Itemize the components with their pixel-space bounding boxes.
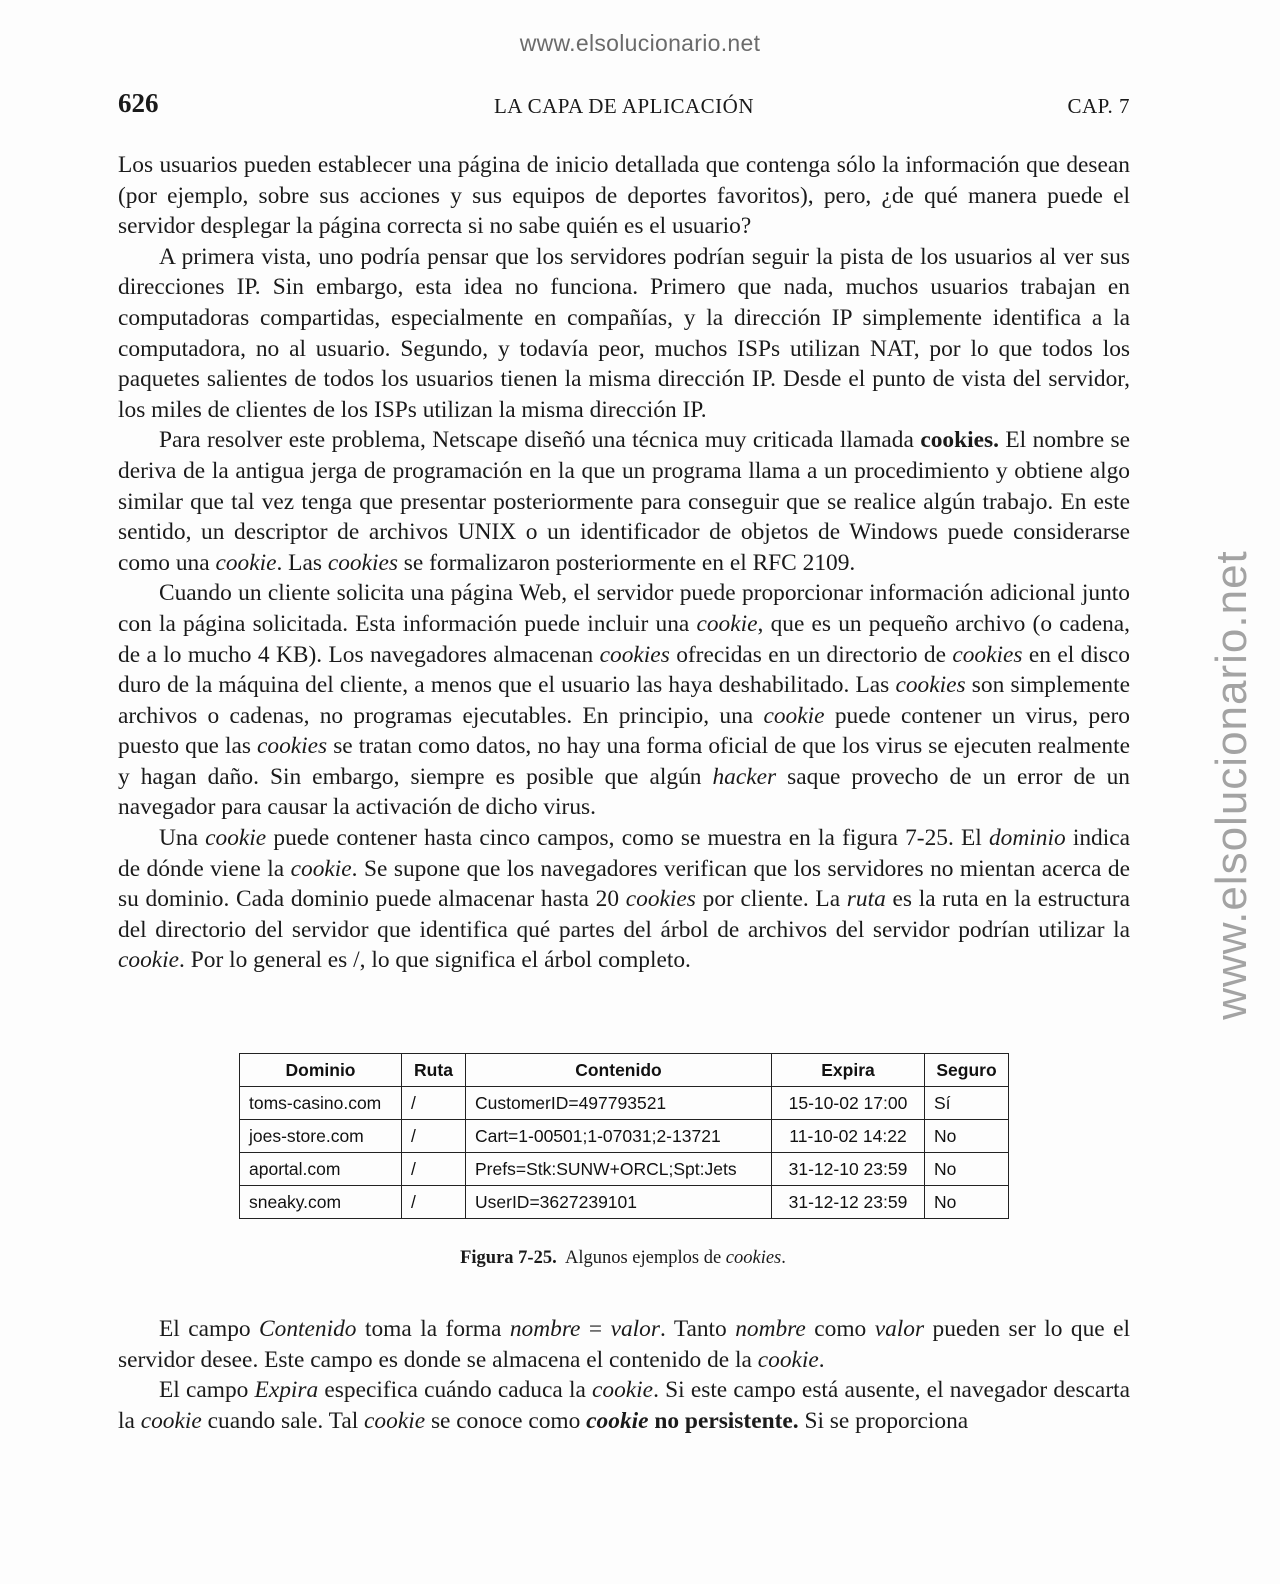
- body-text-lower: [118, 1314, 1130, 1436]
- table-row: [240, 1087, 1009, 1120]
- cell-contenido: Prefs=Stk:SUNW+ORCL;Spt:Jets: [466, 1153, 772, 1186]
- watermark-side: www.elsolucionario.net: [1207, 550, 1256, 1020]
- body-text-upper: [118, 150, 1130, 976]
- table-row: [240, 1120, 1009, 1153]
- cell-ruta: /: [402, 1120, 466, 1153]
- column-header-ruta: Ruta: [402, 1054, 466, 1087]
- cell-dominio: sneaky.com: [240, 1186, 402, 1219]
- paragraph-2: A primera vista, uno podría pensar que los servidores podrían seguir la pista de los usuarios al ver sus direcciones IP. Sin embargo, esta idea no funciona. Primero que nada, muchos usuarios trabajan en computadoras compartidas, especialmente en compañías, y la dirección IP simplemente identifica a la computadora, no al usuario. Segundo, y todavía peor, muchos ISPs utilizan NAT, por lo que todos los paquetes salientes de todos los usuarios tienen la misma dirección IP. Desde el punto de vista del servidor, los miles de clientes de los ISPs utilizan la misma dirección IP.: [118, 243, 1130, 423]
- running-header: [118, 88, 1130, 122]
- table-row: [240, 1153, 1009, 1186]
- paragraph-7: El campo Expira especifica cuándo caduca la cookie. Si este campo está ausente, el navegador descarta la cookie cuando sale. Tal cookie se conoce como cookie no persistente. Si se proporciona: [118, 1377, 1130, 1434]
- cell-dominio: toms-casino.com: [240, 1087, 402, 1120]
- paragraph-1: Los usuarios pueden establecer una página de inicio detallada que contenga sólo la información que desean (por ejemplo, sobre sus acciones y sus equipos de deportes favoritos), pero, ¿de qué manera puede el servidor desplegar la página correcta si no sabe quién es el usuario?: [118, 152, 1130, 240]
- table-row: [240, 1186, 1009, 1219]
- figure-caption: Figura 7-25. Algunos ejemplos de cookies.: [460, 1248, 786, 1268]
- paragraph-4: Cuando un cliente solicita una página Web, el servidor puede proporcionar información adicional junto con la página solicitada. Esta información puede incluir una cookie, que es un pequeño archivo (o cadena, de a lo mucho 4 KB). Los navegadores almacenan cookies ofrecidas en un directorio de cookies en el disco duro de la máquina del cliente, a menos que el usuario las haya deshabilitado. Las cookies son simplemente archivos o cadenas, no programas ejecutables. En principio, una cookie puede contener un virus, pero puesto que las cookies se tratan como datos, no hay una forma oficial de que los virus se ejecuten realmente y hagan daño. Sin embargo, siempre es posible que algún hacker saque provecho de un error de un navegador para causar la activación de dicho virus.: [118, 580, 1130, 821]
- cell-expira: 31-12-10 23:59: [772, 1153, 925, 1186]
- column-header-seguro: Seguro: [925, 1054, 1009, 1087]
- cell-seguro: No: [925, 1120, 1009, 1153]
- cell-seguro: No: [925, 1186, 1009, 1219]
- paragraph-6: El campo Contenido toma la forma nombre = valor. Tanto nombre como valor pueden ser lo que el servidor desee. Este campo es donde se almacena el contenido de la cookie.: [118, 1316, 1130, 1373]
- paragraph-5: Una cookie puede contener hasta cinco campos, como se muestra en la figura 7-25. El dominio indica de dónde viene la cookie. Se supone que los navegadores verifican que los servidores no mientan acerca de su dominio. Cada dominio puede almacenar hasta 20 cookies por cliente. La ruta es la ruta en la estructura del directorio del servidor que identifica qué partes del árbol de archivos del servidor podrían utilizar la cookie. Por lo general es /, lo que significa el árbol completo.: [118, 825, 1130, 974]
- chapter-number: CAP. 7: [1067, 94, 1130, 118]
- column-header-contenido: Contenido: [466, 1054, 772, 1087]
- table-header-row: [240, 1054, 1009, 1087]
- paragraph-3: Para resolver este problema, Netscape diseñó una técnica muy criticada llamada cookies. El nombre se deriva de la antigua jerga de programación en la que un programa llama a un procedimiento y obtiene algo similar que tal vez tenga que presentar posteriormente para conseguir que se realice algún trabajo. En este sentido, un descriptor de archivos UNIX o un identificador de objetos de Windows puede considerarse como una cookie. Las cookies se formalizaron posteriormente en el RFC 2109.: [118, 427, 1131, 576]
- cell-expira: 15-10-02 17:00: [772, 1087, 925, 1120]
- cell-ruta: /: [402, 1153, 466, 1186]
- watermark-top: www.elsolucionario.net: [519, 30, 761, 56]
- cookie-examples-table: [239, 1053, 1009, 1219]
- cell-dominio: aportal.com: [240, 1153, 402, 1186]
- cell-expira: 31-12-12 23:59: [772, 1186, 925, 1219]
- column-header-dominio: Dominio: [240, 1054, 402, 1087]
- cell-seguro: Sí: [925, 1087, 1009, 1120]
- cell-seguro: No: [925, 1153, 1009, 1186]
- cell-contenido: UserID=3627239101: [466, 1186, 772, 1219]
- cell-ruta: /: [402, 1186, 466, 1219]
- page-number: 626: [118, 88, 159, 118]
- cell-ruta: /: [402, 1087, 466, 1120]
- cell-contenido: Cart=1-00501;1-07031;2-13721: [466, 1120, 772, 1153]
- caption-label: Figura 7-25.: [460, 1248, 557, 1268]
- cell-expira: 11-10-02 14:22: [772, 1120, 925, 1153]
- cell-contenido: CustomerID=497793521: [466, 1087, 772, 1120]
- cell-dominio: joes-store.com: [240, 1120, 402, 1153]
- column-header-expira: Expira: [772, 1054, 925, 1087]
- chapter-title: LA CAPA DE APLICACIÓN: [493, 94, 755, 118]
